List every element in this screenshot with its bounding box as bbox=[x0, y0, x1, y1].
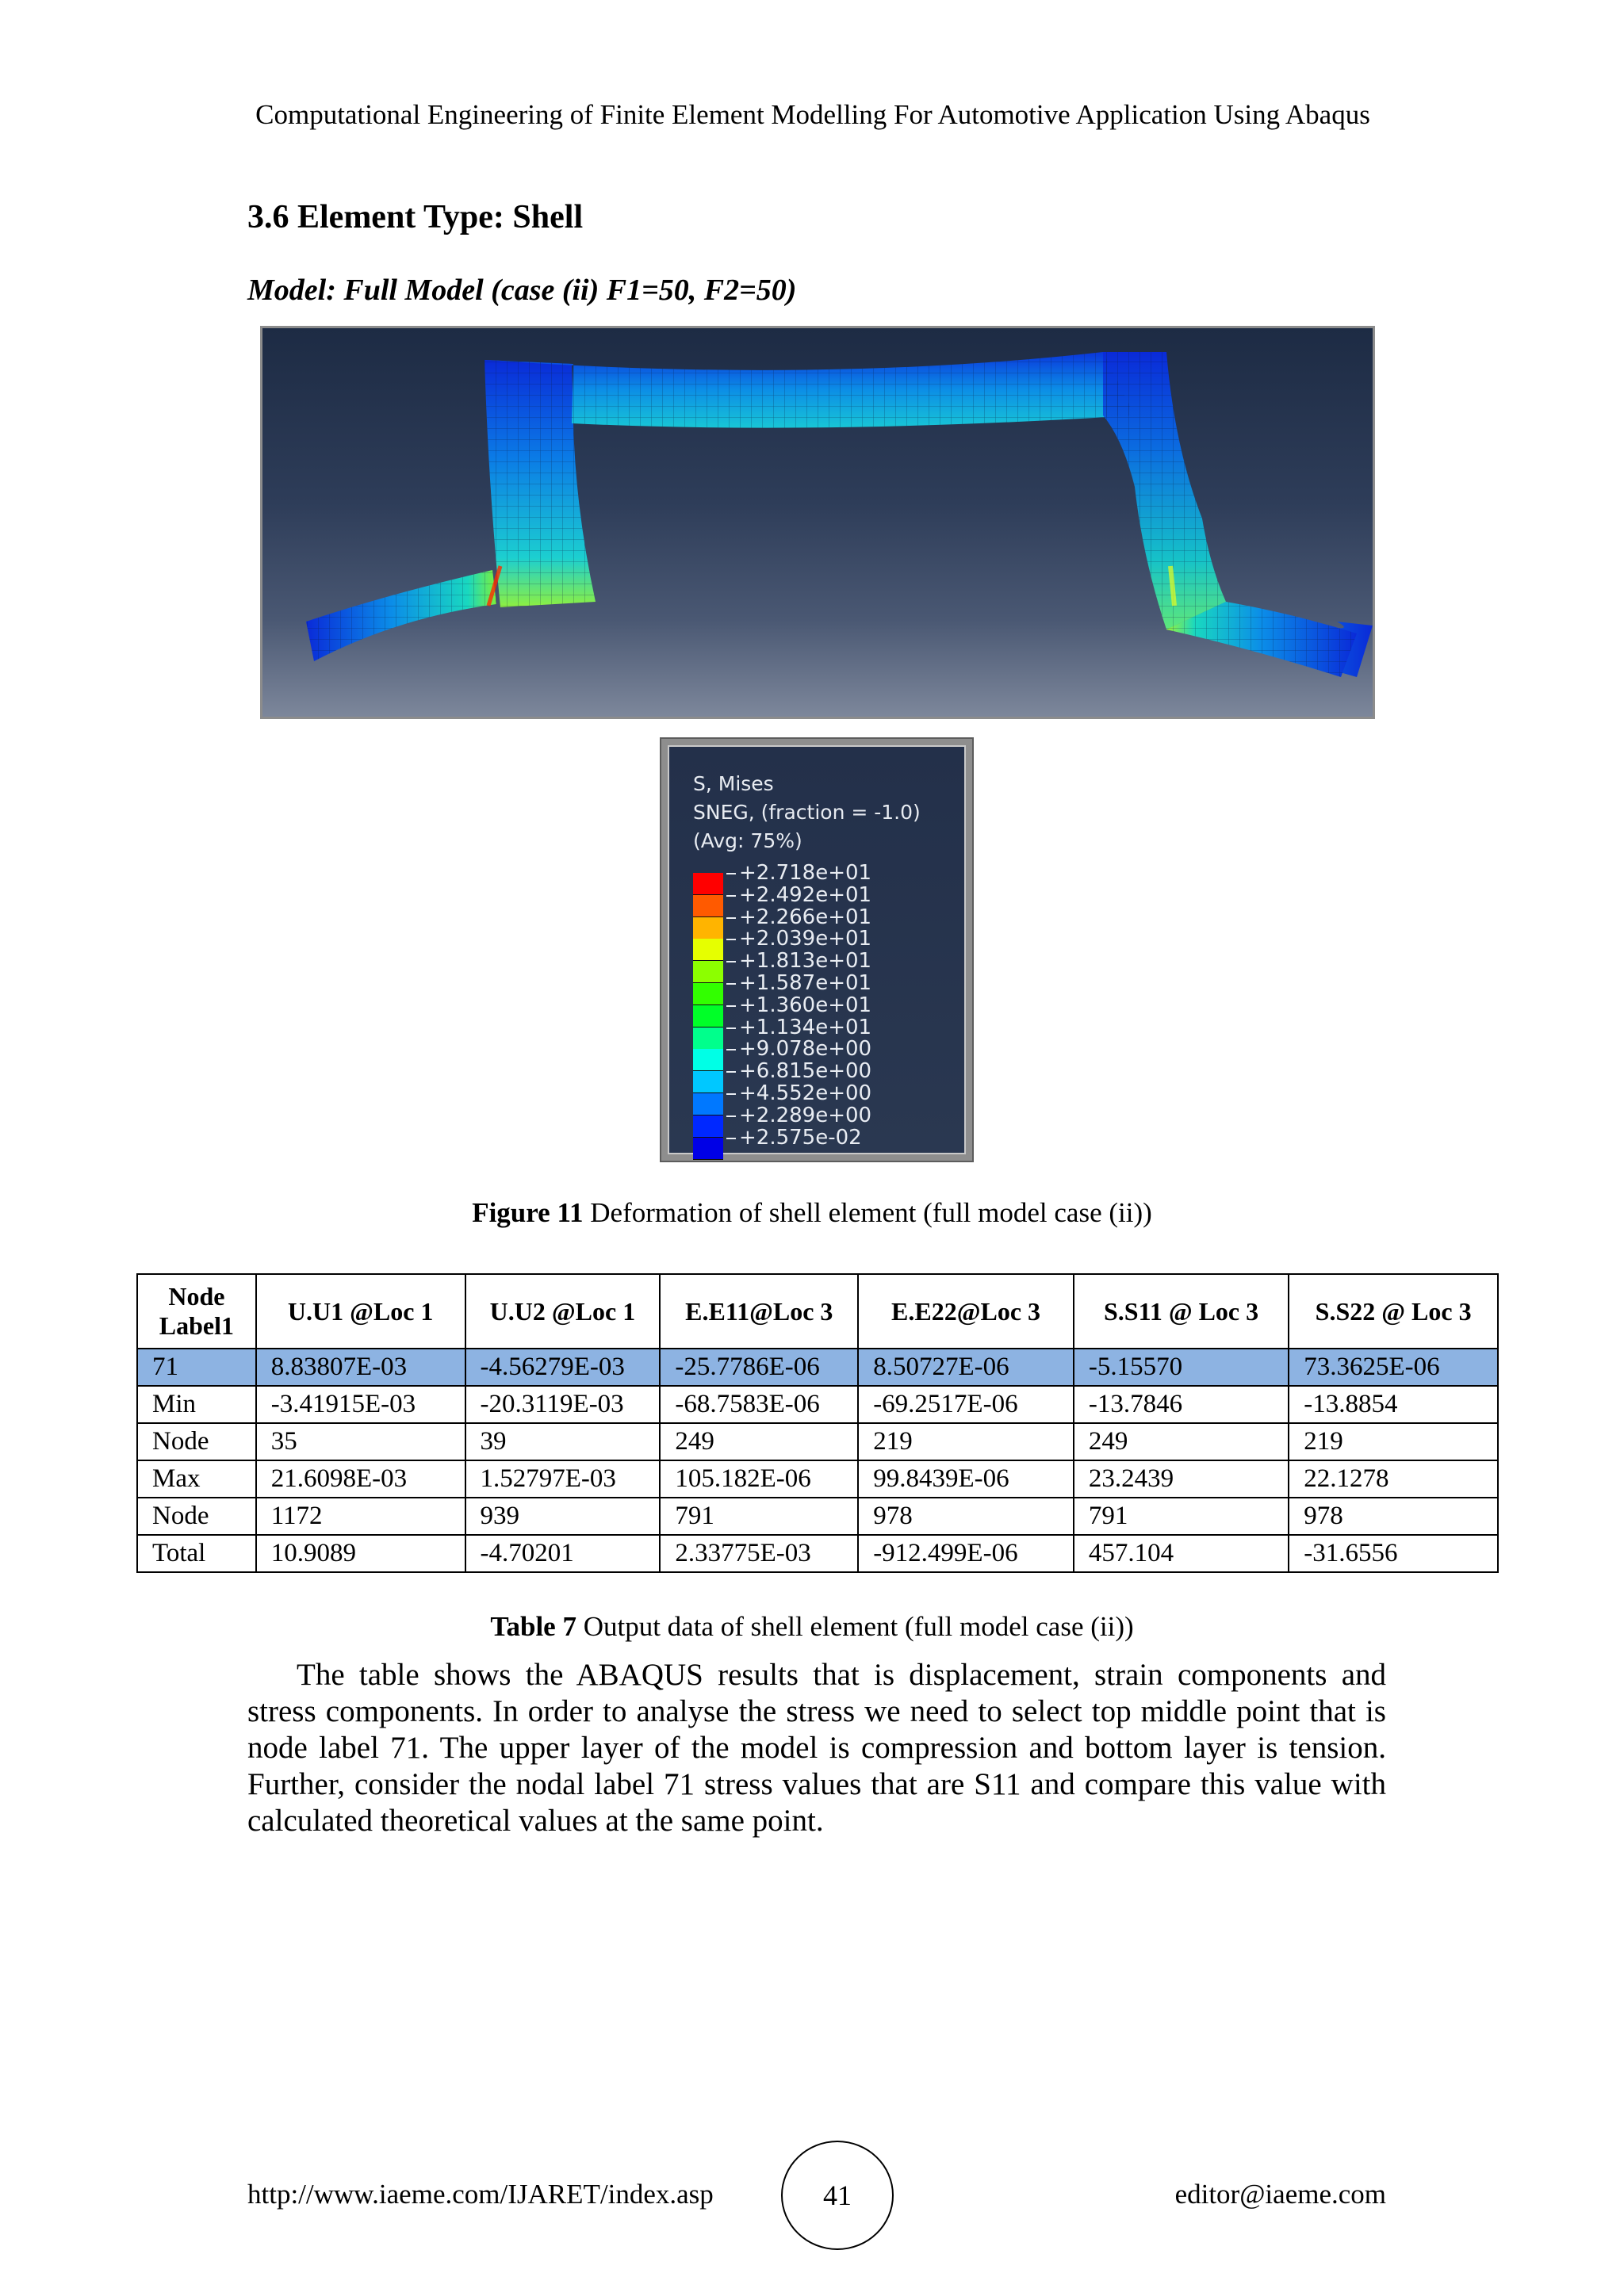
legend-tick bbox=[726, 1115, 736, 1117]
table-cell: 71 bbox=[137, 1349, 256, 1386]
table-cell: Node bbox=[137, 1423, 256, 1460]
legend-value: +2.039e+01 bbox=[739, 927, 872, 951]
legend-swatch bbox=[693, 1027, 723, 1050]
legend-tick bbox=[726, 873, 736, 874]
mesh-overlay bbox=[306, 352, 1357, 677]
column-header: U.U2 @Loc 1 bbox=[465, 1274, 661, 1349]
legend-value: +2.718e+01 bbox=[739, 861, 872, 885]
table-cell: 35 bbox=[256, 1423, 465, 1460]
figure-caption-text: Deformation of shell element (full model case (ii)) bbox=[590, 1197, 1152, 1228]
table-cell: -5.15570 bbox=[1074, 1349, 1289, 1386]
running-header-text: Computational Engineering of Finite Element Modelling For Automotive Application Using Abaqus bbox=[255, 99, 1370, 130]
table-cell: 978 bbox=[1289, 1498, 1498, 1535]
footer-url-link[interactable]: http://www.iaeme.com/IJARET/index.asp bbox=[247, 2179, 714, 2210]
legend-sneg: SNEG, (fraction = -1.0) bbox=[693, 801, 921, 824]
deformed-shell-plot bbox=[262, 328, 1373, 717]
legend-tick bbox=[726, 895, 736, 897]
legend-swatch bbox=[693, 1115, 723, 1138]
body-paragraph: The table shows the ABAQUS results that is displacement, strain components and stress components. In order to analyse the stress we need to select top middle point that is node label 71. The upper layer of the model is compression and bottom layer is tension. Further, consider the nodal label 71 stress values that are S11 and compare this value with calculated theoretical values at the same point. bbox=[247, 1658, 1386, 1838]
legend-tick bbox=[726, 939, 736, 940]
table-cell: 10.9089 bbox=[256, 1535, 465, 1572]
table-caption-text: Output data of shell element (full model case (ii)) bbox=[583, 1611, 1134, 1642]
table-cell: -13.8854 bbox=[1289, 1386, 1498, 1423]
legend-swatch bbox=[693, 895, 723, 917]
legend-tick bbox=[726, 1071, 736, 1073]
legend-value: +2.575e-02 bbox=[739, 1125, 862, 1150]
legend-value: +2.492e+01 bbox=[739, 882, 872, 907]
table-cell: 457.104 bbox=[1074, 1535, 1289, 1572]
legend-panel bbox=[668, 745, 966, 1154]
table-cell: -4.56279E-03 bbox=[465, 1349, 661, 1386]
table-cell: -3.41915E-03 bbox=[256, 1386, 465, 1423]
contour-legend bbox=[660, 737, 974, 1162]
table-row-min-node bbox=[137, 1423, 1498, 1460]
legend-swatch bbox=[693, 1138, 723, 1160]
table-cell: 23.2439 bbox=[1074, 1460, 1289, 1498]
model-subtitle: Model: Full Model (case (ii) F1=50, F2=50) bbox=[247, 274, 797, 307]
table-label: Table 7 bbox=[490, 1611, 576, 1642]
table-cell: 219 bbox=[1289, 1423, 1498, 1460]
legend-swatch bbox=[693, 1093, 723, 1115]
table-row-max bbox=[137, 1460, 1498, 1498]
table-cell: 99.8439E-06 bbox=[858, 1460, 1074, 1498]
table-cell: 2.33775E-03 bbox=[660, 1535, 858, 1572]
table-cell: Total bbox=[137, 1535, 256, 1572]
table-header-row bbox=[137, 1274, 1498, 1349]
table-cell: 21.6098E-03 bbox=[256, 1460, 465, 1498]
legend-tick bbox=[726, 1093, 736, 1095]
table-cell: Max bbox=[137, 1460, 256, 1498]
table-cell: Node bbox=[137, 1498, 256, 1535]
column-header: E.E22@Loc 3 bbox=[858, 1274, 1074, 1349]
table-cell: 39 bbox=[465, 1423, 661, 1460]
page-number: 41 bbox=[781, 2141, 894, 2250]
legend-swatch bbox=[693, 961, 723, 983]
figure-label: Figure 11 bbox=[472, 1197, 584, 1228]
column-header: Node Label1 bbox=[137, 1274, 256, 1349]
table-caption bbox=[0, 1611, 1624, 1643]
legend-tick bbox=[726, 1027, 736, 1029]
legend-tick bbox=[726, 1005, 736, 1007]
legend-tick bbox=[726, 1049, 736, 1050]
section-title: 3.6 Element Type: Shell bbox=[247, 199, 584, 235]
table-row-min bbox=[137, 1386, 1498, 1423]
table-cell: 791 bbox=[1074, 1498, 1289, 1535]
legend-title: S, Mises bbox=[693, 772, 774, 795]
column-header: S.S11 @ Loc 3 bbox=[1074, 1274, 1289, 1349]
legend-avg: (Avg: 75%) bbox=[693, 829, 802, 852]
table-cell: 978 bbox=[858, 1498, 1074, 1535]
table-row-total bbox=[137, 1535, 1498, 1572]
table-cell: 8.50727E-06 bbox=[858, 1349, 1074, 1386]
legend-tick bbox=[726, 1138, 736, 1139]
legend-swatch bbox=[693, 939, 723, 961]
table-cell: -20.3119E-03 bbox=[465, 1386, 661, 1423]
footer-email-link[interactable]: editor@iaeme.com bbox=[1174, 2179, 1386, 2210]
table-cell: Min bbox=[137, 1386, 256, 1423]
table-cell: -13.7846 bbox=[1074, 1386, 1289, 1423]
table-cell: 939 bbox=[465, 1498, 661, 1535]
column-header: S.S22 @ Loc 3 bbox=[1289, 1274, 1498, 1349]
table-cell: -4.70201 bbox=[465, 1535, 661, 1572]
table-cell: 105.182E-06 bbox=[660, 1460, 858, 1498]
table-cell: -25.7786E-06 bbox=[660, 1349, 858, 1386]
fe-model-contour-image bbox=[260, 326, 1375, 719]
legend-swatch bbox=[693, 1005, 723, 1027]
table-row-max-node bbox=[137, 1498, 1498, 1535]
legend-tick bbox=[726, 917, 736, 919]
legend-swatch bbox=[693, 917, 723, 939]
legend-value: +1.587e+01 bbox=[739, 971, 872, 995]
figure-caption bbox=[0, 1197, 1624, 1229]
legend-swatch bbox=[693, 983, 723, 1005]
table-cell: 249 bbox=[1074, 1423, 1289, 1460]
table-cell: 1172 bbox=[256, 1498, 465, 1535]
table-row-node-71 bbox=[137, 1349, 1498, 1386]
table-cell: -31.6556 bbox=[1289, 1535, 1498, 1572]
table-cell: 22.1278 bbox=[1289, 1460, 1498, 1498]
running-header bbox=[238, 97, 1388, 133]
legend-value: +2.289e+00 bbox=[739, 1103, 872, 1127]
legend-tick bbox=[726, 983, 736, 985]
table-cell: -69.2517E-06 bbox=[858, 1386, 1074, 1423]
legend-value: +2.266e+01 bbox=[739, 905, 872, 929]
legend-value: +1.360e+01 bbox=[739, 993, 872, 1017]
column-header: E.E11@Loc 3 bbox=[660, 1274, 858, 1349]
legend-value: +6.815e+00 bbox=[739, 1059, 872, 1084]
legend-swatch bbox=[693, 873, 723, 895]
table-cell: 219 bbox=[858, 1423, 1074, 1460]
table-cell: 1.52797E-03 bbox=[465, 1460, 661, 1498]
legend-swatch bbox=[693, 1049, 723, 1071]
legend-value: +9.078e+00 bbox=[739, 1037, 872, 1062]
column-header: U.U1 @Loc 1 bbox=[256, 1274, 465, 1349]
legend-tick bbox=[726, 961, 736, 962]
table-cell: 249 bbox=[660, 1423, 858, 1460]
table-cell: 8.83807E-03 bbox=[256, 1349, 465, 1386]
table-cell: 791 bbox=[660, 1498, 858, 1535]
legend-value: +4.552e+00 bbox=[739, 1081, 872, 1105]
legend-value: +1.813e+01 bbox=[739, 949, 872, 974]
output-data-table bbox=[136, 1273, 1499, 1573]
legend-swatch bbox=[693, 1071, 723, 1093]
table-cell: 73.3625E-06 bbox=[1289, 1349, 1498, 1386]
table-cell: -912.499E-06 bbox=[858, 1535, 1074, 1572]
table-cell: -68.7583E-06 bbox=[660, 1386, 858, 1423]
legend-value: +1.134e+01 bbox=[739, 1015, 872, 1039]
